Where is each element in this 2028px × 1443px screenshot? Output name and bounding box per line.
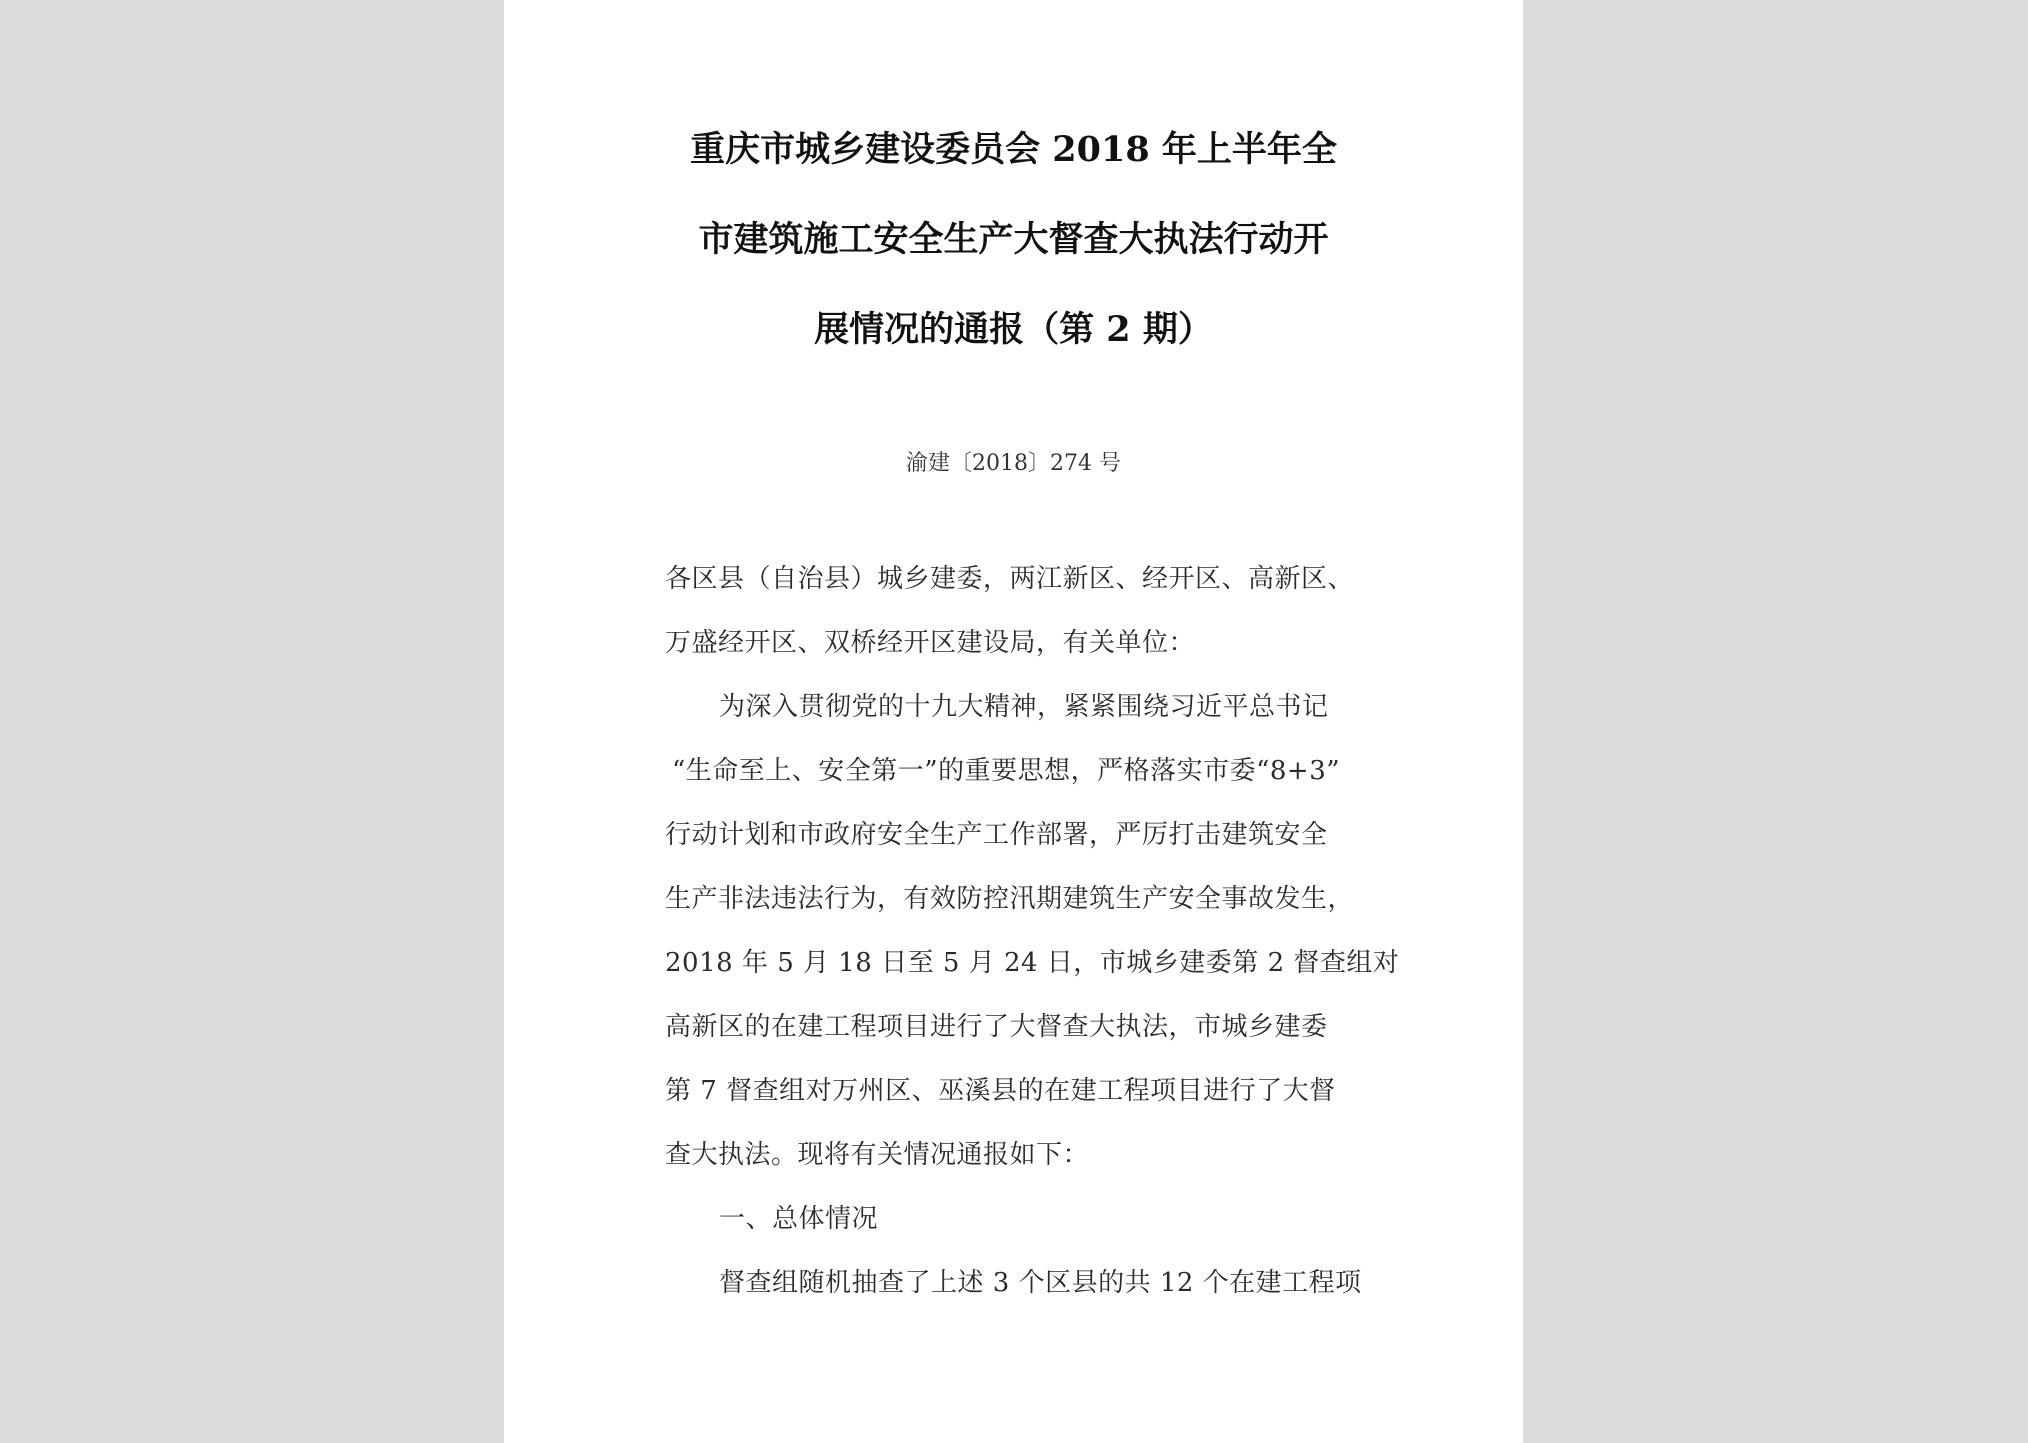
paragraph-line: 第 7 督查组对万州区、巫溪县的在建工程项目进行了大督 — [665, 1076, 1336, 1106]
document-page — [504, 0, 1523, 1443]
document-title-line-1: 重庆市城乡建设委员会 2018 年上半年全 — [690, 129, 1337, 170]
paragraph-line: “生命至上、安全第一”的重要思想，严格落实市委“8+3” — [672, 756, 1341, 786]
paragraph-line: 行动计划和市政府安全生产工作部署，严厉打击建筑安全 — [665, 820, 1328, 850]
paragraph-line: 2018 年 5 月 18 日至 5 月 24 日，市城乡建委第 2 督查组对 — [665, 948, 1400, 978]
section-heading: 一、总体情况 — [719, 1204, 879, 1234]
paragraph-line: 高新区的在建工程项目进行了大督查大执法，市城乡建委 — [665, 1012, 1328, 1042]
document-number: 渝建〔2018〕274 号 — [906, 451, 1121, 476]
paragraph-line: 生产非法违法行为，有效防控汛期建筑生产安全事故发生， — [665, 884, 1355, 914]
document-title-line-3: 展情况的通报（第 2 期） — [814, 309, 1213, 350]
paragraph-line: 督查组随机抽查了上述 3 个区县的共 12 个在建工程项 — [719, 1268, 1362, 1298]
document-title-line-2: 市建筑施工安全生产大督查大执法行动开 — [698, 219, 1329, 260]
paragraph-line: 查大执法。现将有关情况通报如下： — [665, 1140, 1090, 1170]
paragraph-line: 为深入贯彻党的十九大精神，紧紧围绕习近平总书记 — [719, 692, 1329, 722]
recipients-line-1: 各区县（自治县）城乡建委，两江新区、经开区、高新区、 — [665, 564, 1355, 594]
recipients-line-2: 万盛经开区、双桥经开区建设局，有关单位： — [665, 628, 1196, 658]
